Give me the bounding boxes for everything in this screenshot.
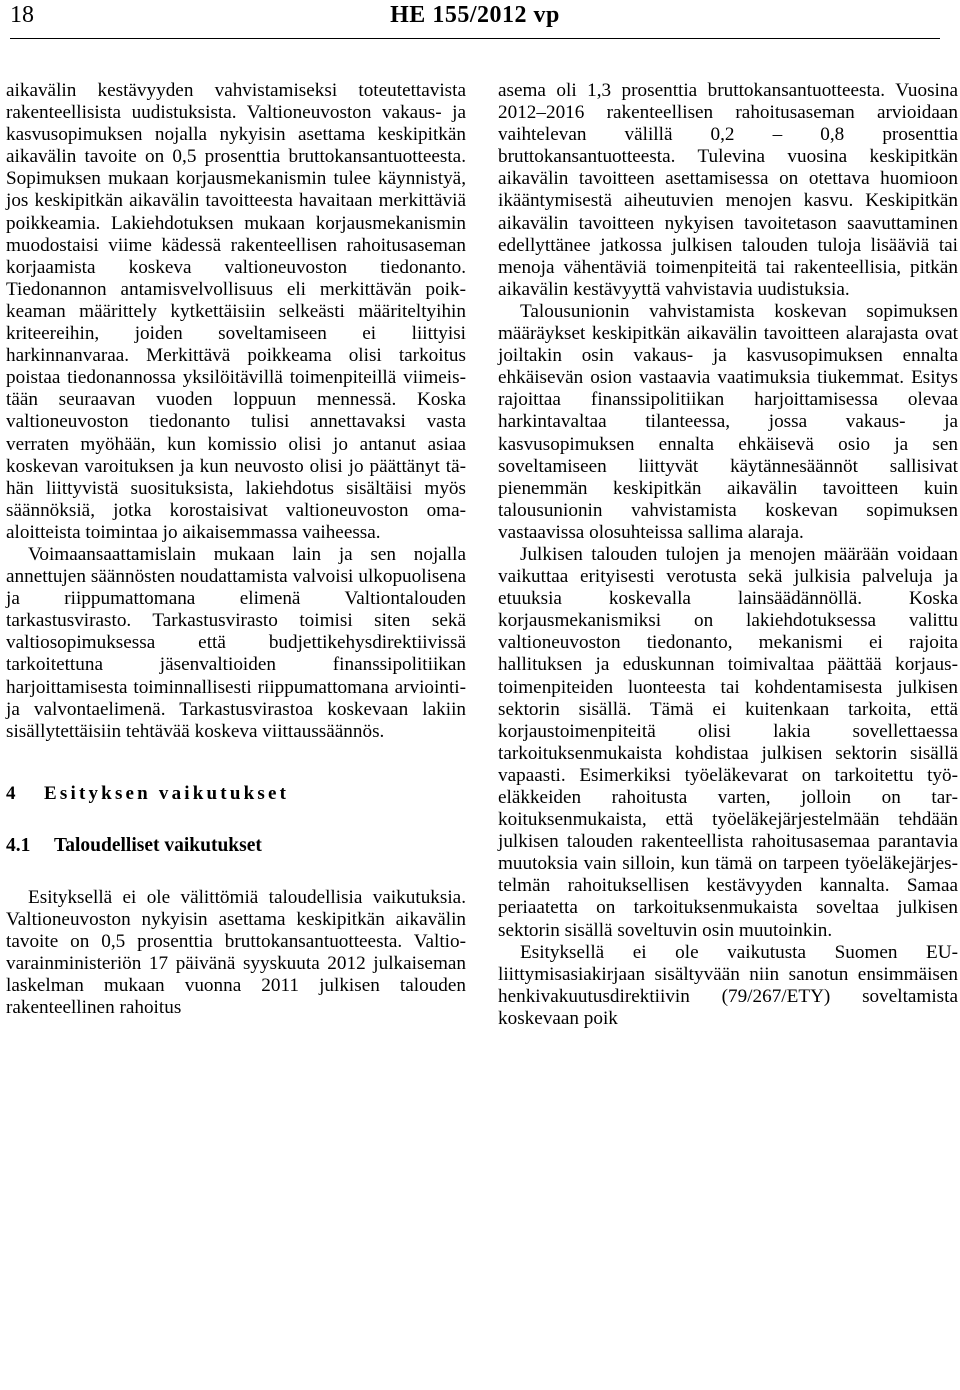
- right-paragraph-4: Esityksellä ei ole vaikutusta Suomen EU-liittymisasiakirjaan sisältyvään niin sanotun ensimmäisen henkivakuutusdirektiivin (79/267/ETY) soveltamista koskevaan poik: [498, 941, 958, 1029]
- section-number: 4: [6, 782, 16, 804]
- subsection-title: Taloudelliset vaikutukset: [54, 834, 262, 856]
- left-paragraph-2: Voimaansaattamislain mukaan lain ja sen nojalla annettujen säännösten noudattamista valvoisi ulkopuolisena ja riippumattomana elimenä Valtiontalouden tarkastusvirasto. Tarkastusvirasto toimisi siten sekä valtiosopimuksessa että budjettikehysdirektiivissä tarkoitettuna jäsenvaltioiden finanssipolitiikan harjoittamisesta toiminnallisesti riippumattomana arviointi- ja valvontaelimenä. Tarkastusvirastoa koskevaan lakiin sisällytettäisiin tehtävää koskeva viittaussäännös.: [6, 543, 466, 742]
- right-column: [498, 80, 958, 1030]
- left-column: [6, 80, 466, 1020]
- subsection-number: 4.1: [6, 834, 31, 856]
- left-paragraph-1: aikavälin kestävyyden vahvistamiseksi toteutettavista rakenteellisista uudistuksista. Valtioneuvoston vakaus- ja kasvusopimuksen nojalla nykyisin asettama keskipitkän aikavälin tavoite on 0,5 prosenttia bruttokansantuotteesta. Sopimuksen mukaan korjausmekanismin tulee käynnistyä, jos keskipitkän aikavälin tavoitteesta havaitaan merkittäviä poikkeamia. Lakiehdotuksen mukaan korjausmekanismin muodostaisi viime kädessä rakenteellisen rahoitusaseman korjaamista koskeva valtioneuvoston tiedonanto. Tiedonannon antamisvelvollisuus eli merkittävän poikkeaman määrittely kytkettäisiin selkeästi määriteltyihin kriteereihin, joiden soveltamiseen ei liittyisi harkinnanvaraa. Merkittävä poikkeama olisi tarkoitus poistaa tiedonannossa yksilöitävillä toimenpiteillä viimeistään seuraavan vuoden loppuun mennessä. Koska valtioneuvoston tiedonanto tulisi annettavaksi vasta verraten myöhään, kun komissio olisi jo antanut asiaa koskevan varoituksen ja kun neuvosto olisi jo päättänyt tähän liittyvistä suosituksista, lakiehdotus sisältäisi myös säännöksiä, jotka korostaisivat valtioneuvoston oma-aloitteista toimintaa jo aikaisemmassa vaiheessa.: [6, 80, 466, 543]
- right-paragraph-1: asema oli 1,3 prosenttia bruttokansantuotteesta. Vuosina 2012–2016 rakenteellisen rahoitusaseman arvioidaan vaihtelevan välillä 0,2 – 0,8 prosenttia bruttokansantuotteesta. Tulevina vuosina keskipitkän aikavälin tavoitteen asettamisessa on otettava huomioon ikääntymisestä aiheutuvien menojen kasvu. Keskipitkän aikavälin tavoitteen nykyisen tavoitetason saavuttaminen edellyttänee jatkossa julkisen talouden tuloja lisääviä tai menoja vähentäviä toimenpiteitä tai rakenteellisia, pitkän aikavälin kestävyyttä vahvistavia uudistuksia.: [498, 80, 958, 300]
- section-heading: [6, 783, 466, 805]
- right-paragraph-2: Talousunionin vahvistamista koskevan sopimuksen määräykset keskipitkän aikavälin tavoitteen alarajasta ovat joiltakin osin vakaus- ja kasvusopimuksen ennalta ehkäisevän osion vastaavia vaatimuksia tiukemmat. Esitys rajoittaa finanssipolitiikan harjoittamisessa olevaa harkintavaltaa tilanteessa, jossa vakaus- ja kasvusopimuksen ennalta ehkäisevä osio ja sen soveltamiseen liittyvät käytännesäännöt sallisivat pienemmän keskipitkän aikavälin tavoitteen kuin talousunionin vahvistamista koskevan sopimuksen vastaavissa olosuhteissa sallima alaraja.: [498, 300, 958, 543]
- section-title: Esityksen vaikutukset: [44, 782, 290, 804]
- right-paragraph-3: Julkisen talouden tulojen ja menojen määrään voidaan vaikuttaa erityisesti verotusta sekä julkisia palveluja ja etuuksia koskevalla lainsäädännöllä. Koska korjausmekanismiksi on lakiehdotuksessa valittu valtioneuvoston tiedonanto, mekanismi ei rajoita hallituksen ja eduskunnan toimivaltaa päättää korjaustoimenpiteiden luonteesta tai kohdentamisesta julkisen sektorin sisällä. Tämä ei kuitenkaan tarkoita, että korjaustoimenpiteitä olisi lakia sovellettaessa tarkoituksenmukaista kohdistaa julkisen sektorin sisällä vapaasti. Esimerkiksi työeläkevarat on tarkoitettu työeläkkeiden rahoitusta varten, jolloin on tarkoituksenmukaista, että työeläkejärjestelmään tehdään julkisen talouden rakenteellista rahoitusasemaa parantavia muutoksia vain silloin, kun tämä on tarpeen työeläkejärjestelmän rahoituksellisen kestävyyden kannalta. Samaa periaatetta on tarkoituksenmukaista soveltaa julkisen sektorin sisällä soveltuvin osin muutoinkin.: [498, 543, 958, 941]
- left-paragraph-3: Esityksellä ei ole välittömiä taloudellisia vaikutuksia. Valtioneuvoston nykyisin asettama keskipitkän aikavälin tavoite on 0,5 prosenttia bruttokansantuotteesta. Valtiovarainministeriön 17 päivänä syyskuuta 2012 julkaiseman laskelman mukaan vuonna 2011 julkisen talouden rakenteellinen rahoitus: [6, 887, 466, 1019]
- document-id: HE 155/2012 vp: [390, 2, 560, 28]
- page-header: [10, 0, 940, 39]
- page-number: 18: [10, 2, 34, 28]
- subsection-heading: [6, 835, 466, 857]
